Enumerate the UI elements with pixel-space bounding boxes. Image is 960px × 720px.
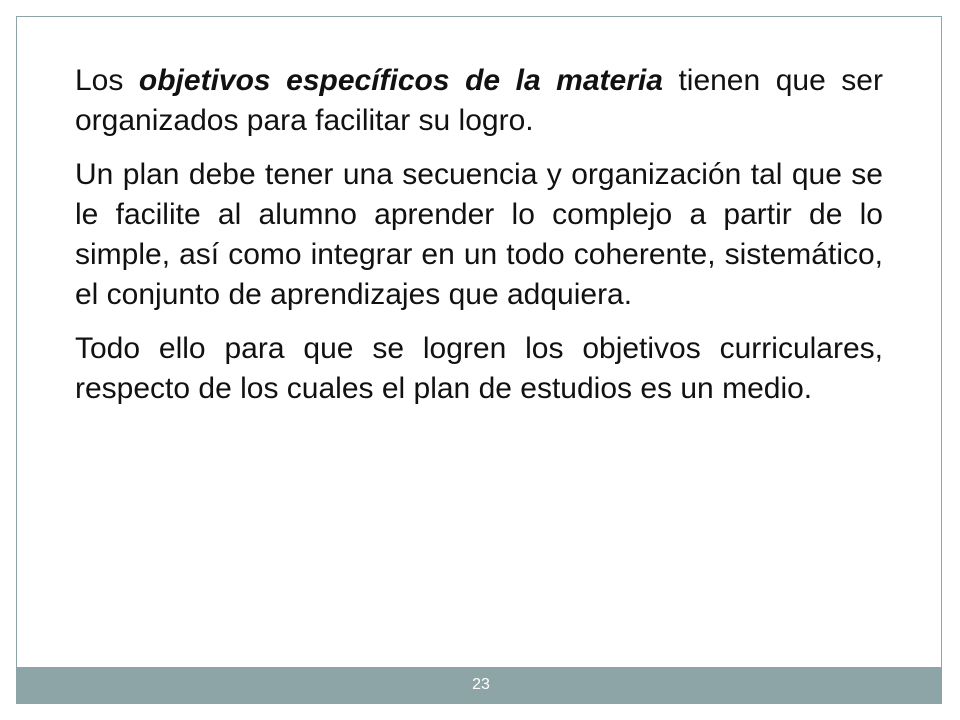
footer-bar bbox=[17, 667, 941, 703]
paragraph-plan: Un plan debe tener una secuencia y organización tal que se le facilite al alumno aprender lo complejo a partir de lo simple, así como integrar en un todo coherente, sistemático, el conjunto de aprendizajes que adquiera. bbox=[75, 158, 883, 311]
emphasis-objectives: objetivos específicos de la materia bbox=[138, 64, 663, 97]
paragraph-objectives-tail: tienen que ser organizados para facilitar su logro. bbox=[75, 64, 883, 137]
paragraph-objectives bbox=[75, 61, 883, 141]
paragraph-curricular: Todo ello para que se logren los objetivos curriculares, respecto de los cuales el plan de estudios es un medio. bbox=[75, 332, 883, 405]
paragraph-objectives-lead: Los bbox=[75, 64, 139, 97]
slide-body bbox=[75, 61, 883, 423]
page-number: 23 bbox=[472, 676, 490, 693]
slide-frame bbox=[16, 16, 942, 704]
